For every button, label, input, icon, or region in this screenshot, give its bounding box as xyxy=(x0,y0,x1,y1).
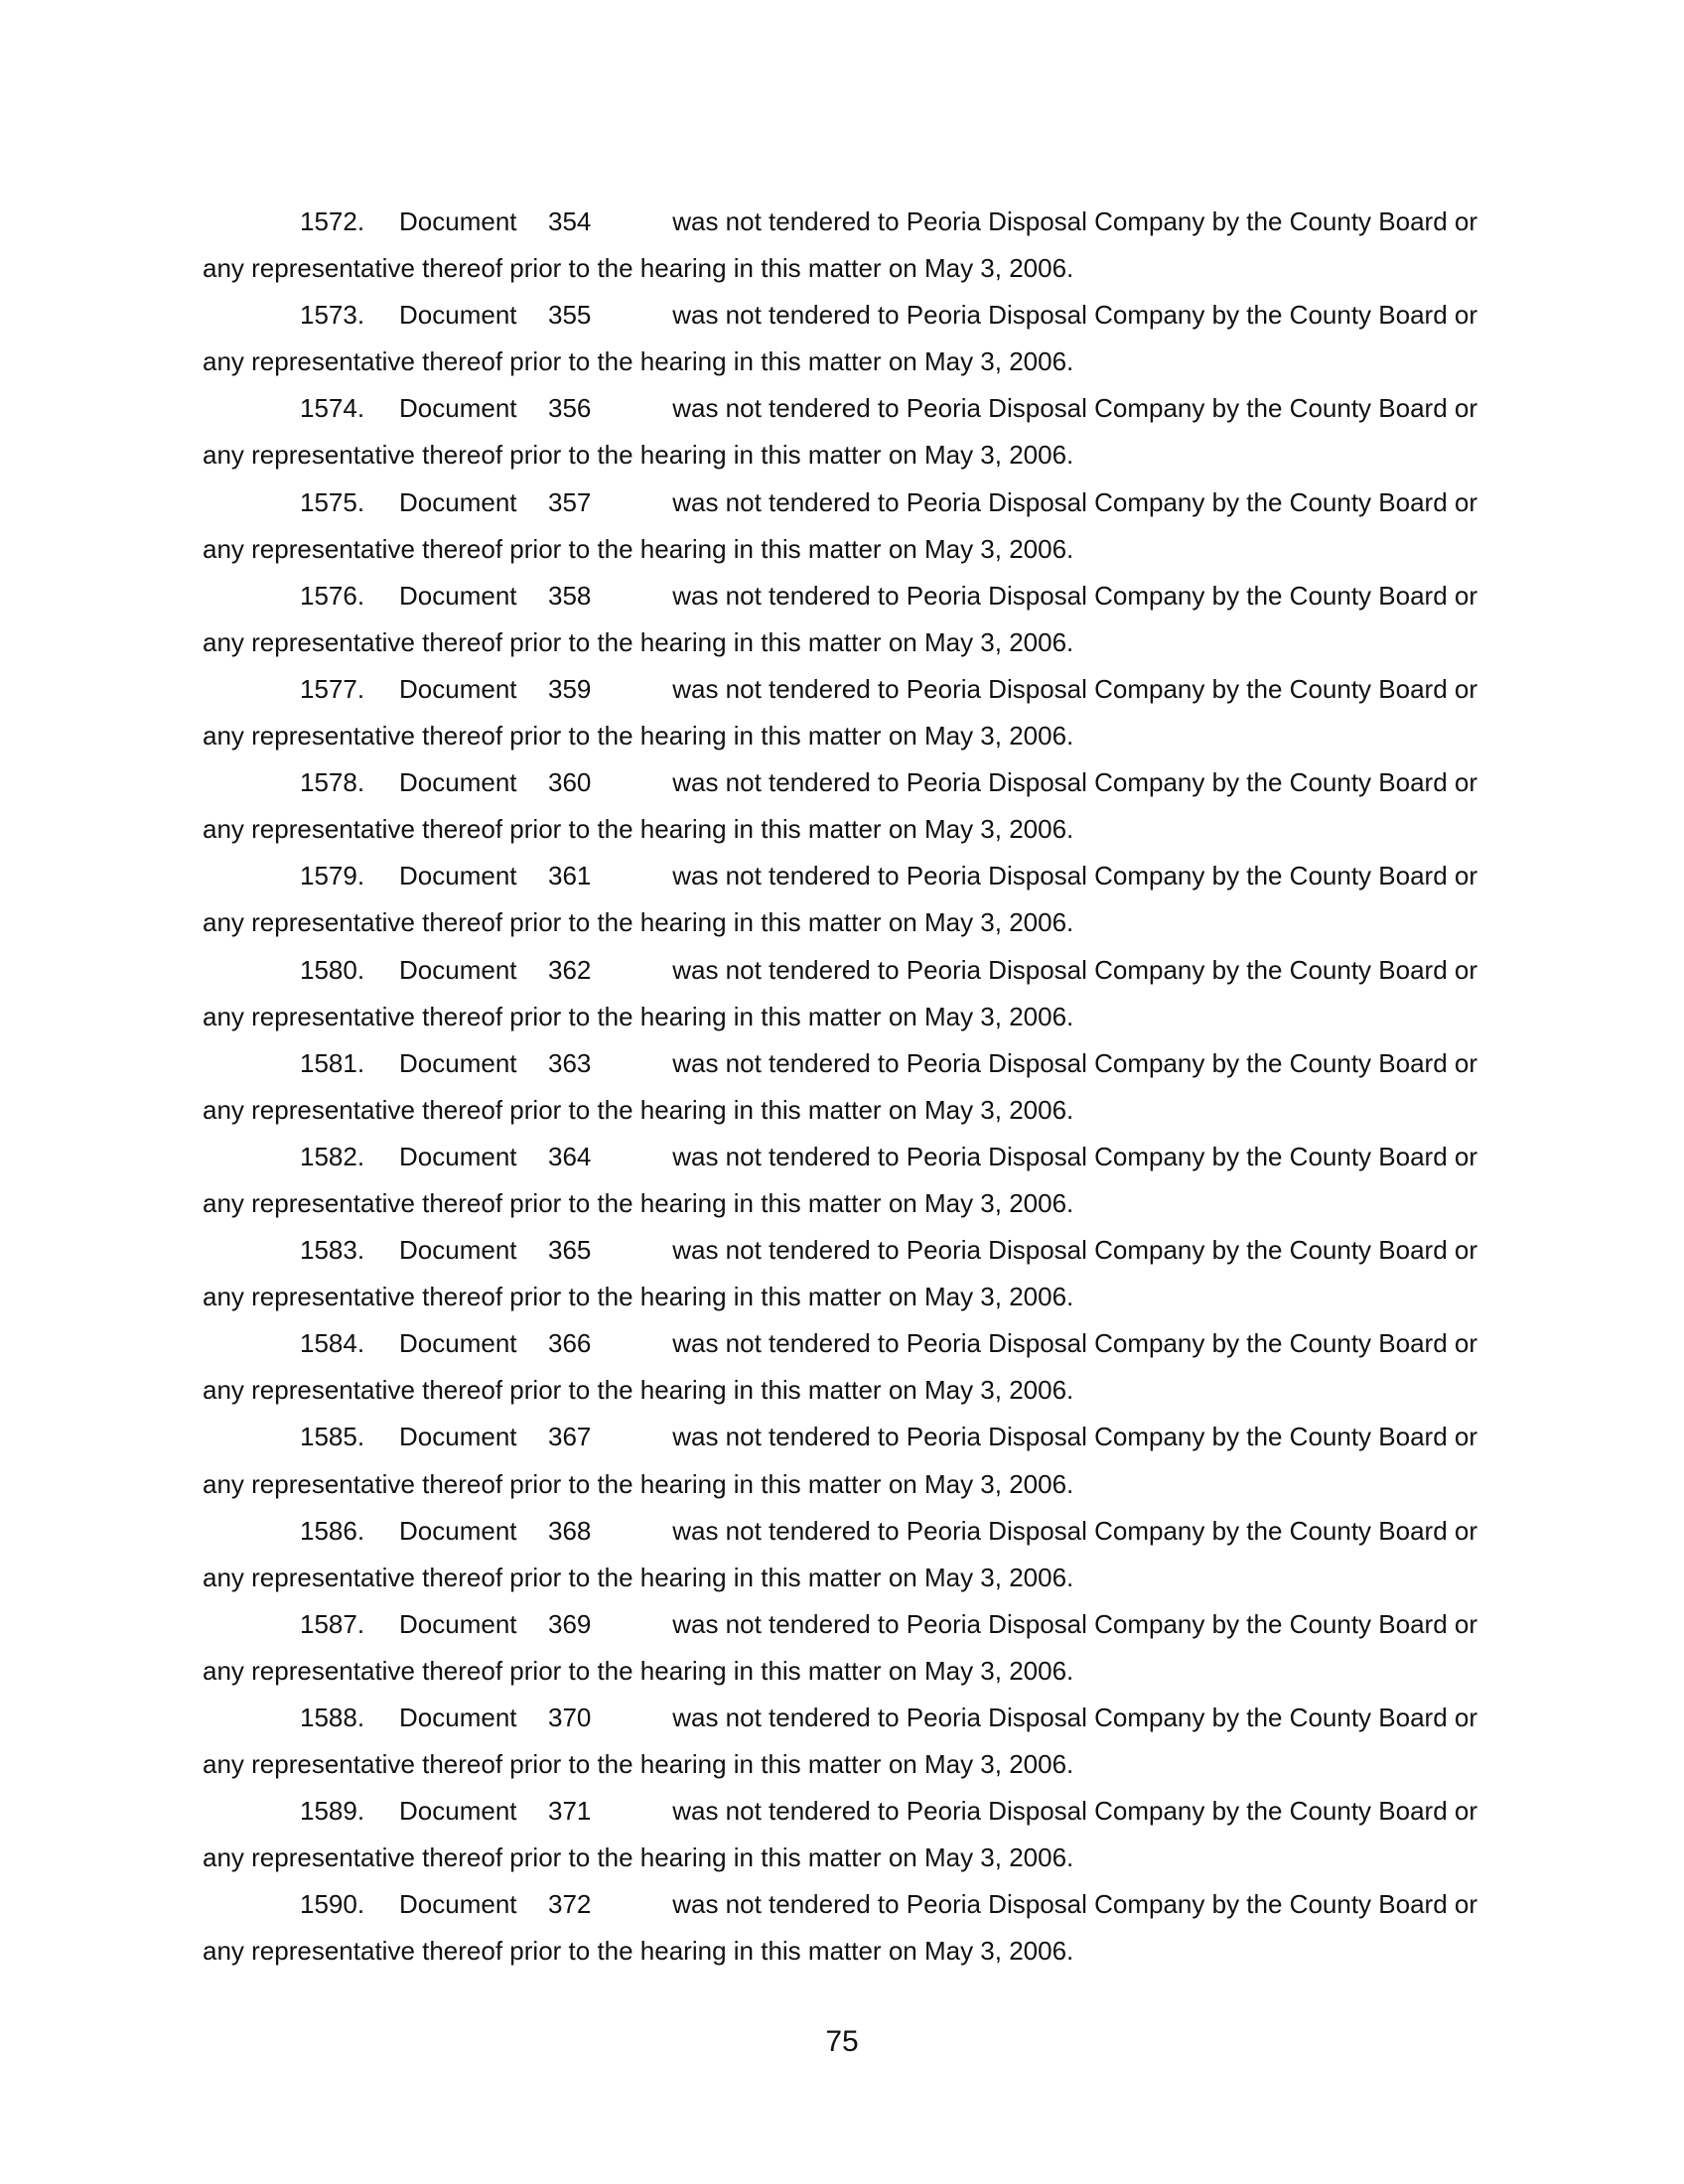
document-word: Document xyxy=(399,1889,517,1920)
numbered-paragraph xyxy=(203,385,1477,478)
numbered-paragraph xyxy=(203,1508,1477,1601)
paragraph-number: 1587. xyxy=(300,1608,365,1639)
paragraph-lead xyxy=(300,292,604,339)
paragraph-text: was not tendered to Peoria Disposal Company by the County Board or xyxy=(672,1047,1477,1078)
paragraph-continuation: any representative thereof prior to the hearing in this matter on May 3, 2006. xyxy=(203,253,1074,284)
paragraph-first-line xyxy=(203,1788,1477,1835)
paragraph-lead xyxy=(300,1040,604,1087)
paragraph-continuation: any representative thereof prior to the hearing in this matter on May 3, 2006. xyxy=(203,1094,1074,1125)
paragraph-number: 1572. xyxy=(300,206,365,236)
paragraph-number: 1585. xyxy=(300,1422,365,1452)
paragraph-text: was not tendered to Peoria Disposal Company by the County Board or xyxy=(672,1235,1477,1266)
paragraph-text: was not tendered to Peoria Disposal Company by the County Board or xyxy=(672,1703,1477,1732)
paragraph-text: was not tendered to Peoria Disposal Company by the County Board or xyxy=(672,1141,1477,1171)
paragraph-lead xyxy=(300,479,604,526)
paragraph-first-line xyxy=(203,199,1477,245)
paragraph-first-line xyxy=(203,1040,1477,1087)
numbered-paragraph xyxy=(203,853,1477,946)
paragraph-first-line xyxy=(203,1320,1477,1367)
numbered-paragraph xyxy=(203,1414,1477,1507)
paragraph-text: was not tendered to Peoria Disposal Company by the County Board or xyxy=(672,393,1477,424)
numbered-paragraph xyxy=(203,1695,1477,1788)
paragraph-lead xyxy=(300,1788,604,1835)
paragraph-lead xyxy=(300,1414,604,1460)
document-number: 358 xyxy=(548,580,592,611)
document-number: 369 xyxy=(548,1608,592,1639)
paragraph-lead xyxy=(300,385,604,432)
paragraph-continuation: any representative thereof prior to the hearing in this matter on May 3, 2006. xyxy=(203,1655,1074,1686)
document-word: Document xyxy=(399,1608,517,1639)
paragraph-continuation: any representative thereof prior to the hearing in this matter on May 3, 2006. xyxy=(203,440,1074,471)
paragraph-lead xyxy=(300,853,604,899)
paragraph-continuation: any representative thereof prior to the hearing in this matter on May 3, 2006. xyxy=(203,346,1074,377)
numbered-paragraph xyxy=(203,573,1477,666)
document-word: Document xyxy=(399,1703,517,1732)
paragraph-continuation: any representative thereof prior to the hearing in this matter on May 3, 2006. xyxy=(203,1749,1074,1780)
paragraph-continuation: any representative thereof prior to the hearing in this matter on May 3, 2006. xyxy=(203,533,1074,564)
paragraph-text: was not tendered to Peoria Disposal Company by the County Board or xyxy=(672,767,1477,798)
paragraph-first-line xyxy=(203,1414,1477,1460)
document-word: Document xyxy=(399,1141,517,1171)
paragraph-lead xyxy=(300,666,604,713)
paragraph-continuation: any representative thereof prior to the hearing in this matter on May 3, 2006. xyxy=(203,814,1074,845)
numbered-paragraph xyxy=(203,479,1477,573)
document-number: 365 xyxy=(548,1235,592,1266)
numbered-paragraph xyxy=(203,759,1477,853)
paragraph-text: was not tendered to Peoria Disposal Company by the County Board or xyxy=(672,861,1477,891)
document-number: 368 xyxy=(548,1515,592,1546)
paragraph-number: 1576. xyxy=(300,580,365,611)
paragraph-first-line xyxy=(203,1227,1477,1274)
document-word: Document xyxy=(399,393,517,424)
paragraph-lead xyxy=(300,759,604,806)
document-number: 362 xyxy=(548,954,592,985)
document-word: Document xyxy=(399,1047,517,1078)
paragraph-text: was not tendered to Peoria Disposal Company by the County Board or xyxy=(672,206,1477,236)
document-number: 357 xyxy=(548,486,592,517)
document-word: Document xyxy=(399,767,517,798)
numbered-paragraph xyxy=(203,666,1477,759)
document-number: 354 xyxy=(548,206,592,236)
document-word: Document xyxy=(399,300,517,331)
paragraph-number: 1575. xyxy=(300,486,365,517)
numbered-paragraph xyxy=(203,1040,1477,1134)
paragraph-lead xyxy=(300,1695,604,1741)
paragraph-number: 1584. xyxy=(300,1328,365,1359)
numbered-paragraph xyxy=(203,1601,1477,1695)
paragraph-text: was not tendered to Peoria Disposal Company by the County Board or xyxy=(672,1608,1477,1639)
paragraph-number: 1589. xyxy=(300,1796,365,1827)
paragraph-continuation: any representative thereof prior to the hearing in this matter on May 3, 2006. xyxy=(203,1468,1074,1499)
paragraph-continuation: any representative thereof prior to the hearing in this matter on May 3, 2006. xyxy=(203,626,1074,657)
paragraph-number: 1582. xyxy=(300,1141,365,1171)
paragraph-lead xyxy=(300,1320,604,1367)
paragraph-text: was not tendered to Peoria Disposal Company by the County Board or xyxy=(672,1796,1477,1827)
paragraph-text: was not tendered to Peoria Disposal Company by the County Board or xyxy=(672,486,1477,517)
paragraph-number: 1588. xyxy=(300,1703,365,1732)
document-word: Document xyxy=(399,1422,517,1452)
paragraph-text: was not tendered to Peoria Disposal Company by the County Board or xyxy=(672,1422,1477,1452)
paragraph-continuation: any representative thereof prior to the hearing in this matter on May 3, 2006. xyxy=(203,907,1074,938)
paragraph-number: 1573. xyxy=(300,300,365,331)
paragraph-lead xyxy=(300,1508,604,1555)
paragraph-number: 1583. xyxy=(300,1235,365,1266)
document-number: 367 xyxy=(548,1422,592,1452)
document-number: 372 xyxy=(548,1889,592,1920)
paragraph-lead xyxy=(300,1134,604,1180)
numbered-paragraph xyxy=(203,1134,1477,1227)
paragraph-lead xyxy=(300,573,604,619)
numbered-paragraph xyxy=(203,1881,1477,1975)
document-word: Document xyxy=(399,580,517,611)
document-word: Document xyxy=(399,954,517,985)
paragraph-first-line xyxy=(203,1881,1477,1928)
paragraph-continuation: any representative thereof prior to the hearing in this matter on May 3, 2006. xyxy=(203,1843,1074,1873)
numbered-paragraph xyxy=(203,1788,1477,1881)
paragraph-lead xyxy=(300,1601,604,1648)
paragraph-continuation: any representative thereof prior to the hearing in this matter on May 3, 2006. xyxy=(203,1282,1074,1312)
paragraph-number: 1586. xyxy=(300,1515,365,1546)
document-word: Document xyxy=(399,1235,517,1266)
numbered-paragraph xyxy=(203,1320,1477,1414)
document-number: 359 xyxy=(548,673,592,704)
document-number: 364 xyxy=(548,1141,592,1171)
numbered-paragraph xyxy=(203,1227,1477,1320)
document-number: 366 xyxy=(548,1328,592,1359)
paragraph-lead xyxy=(300,1881,604,1928)
paragraph-first-line xyxy=(203,1695,1477,1741)
paragraph-text: was not tendered to Peoria Disposal Company by the County Board or xyxy=(672,673,1477,704)
paragraph-first-line xyxy=(203,479,1477,526)
paragraph-continuation: any representative thereof prior to the hearing in this matter on May 3, 2006. xyxy=(203,1936,1074,1967)
paragraph-lead xyxy=(300,199,604,245)
paragraph-first-line xyxy=(203,666,1477,713)
paragraph-list xyxy=(203,199,1477,1976)
document-word: Document xyxy=(399,1515,517,1546)
paragraph-continuation: any representative thereof prior to the hearing in this matter on May 3, 2006. xyxy=(203,1187,1074,1218)
numbered-paragraph xyxy=(203,292,1477,385)
paragraph-text: was not tendered to Peoria Disposal Company by the County Board or xyxy=(672,1515,1477,1546)
paragraph-continuation: any representative thereof prior to the hearing in this matter on May 3, 2006. xyxy=(203,1375,1074,1406)
document-word: Document xyxy=(399,486,517,517)
document-number: 361 xyxy=(548,861,592,891)
paragraph-first-line xyxy=(203,1134,1477,1180)
paragraph-first-line xyxy=(203,759,1477,806)
paragraph-number: 1577. xyxy=(300,673,365,704)
document-word: Document xyxy=(399,1328,517,1359)
paragraph-text: was not tendered to Peoria Disposal Company by the County Board or xyxy=(672,300,1477,331)
paragraph-number: 1578. xyxy=(300,767,365,798)
paragraph-text: was not tendered to Peoria Disposal Company by the County Board or xyxy=(672,954,1477,985)
document-number: 370 xyxy=(548,1703,592,1732)
document-number: 363 xyxy=(548,1047,592,1078)
document-word: Document xyxy=(399,673,517,704)
paragraph-first-line xyxy=(203,1601,1477,1648)
document-number: 355 xyxy=(548,300,592,331)
document-number: 371 xyxy=(548,1796,592,1827)
paragraph-number: 1574. xyxy=(300,393,365,424)
paragraph-first-line xyxy=(203,853,1477,899)
document-word: Document xyxy=(399,206,517,236)
paragraph-first-line xyxy=(203,385,1477,432)
paragraph-continuation: any representative thereof prior to the hearing in this matter on May 3, 2006. xyxy=(203,1001,1074,1031)
page-number: 75 xyxy=(825,2025,859,2058)
numbered-paragraph xyxy=(203,199,1477,292)
paragraph-text: was not tendered to Peoria Disposal Company by the County Board or xyxy=(672,580,1477,611)
paragraph-first-line xyxy=(203,1508,1477,1555)
paragraph-first-line xyxy=(203,573,1477,619)
document-word: Document xyxy=(399,861,517,891)
paragraph-first-line xyxy=(203,292,1477,339)
paragraph-continuation: any representative thereof prior to the hearing in this matter on May 3, 2006. xyxy=(203,1562,1074,1592)
paragraph-number: 1579. xyxy=(300,861,365,891)
paragraph-number: 1580. xyxy=(300,954,365,985)
paragraph-lead xyxy=(300,947,604,994)
paragraph-number: 1581. xyxy=(300,1047,365,1078)
paragraph-text: was not tendered to Peoria Disposal Company by the County Board or xyxy=(672,1328,1477,1359)
paragraph-continuation: any representative thereof prior to the hearing in this matter on May 3, 2006. xyxy=(203,721,1074,751)
document-word: Document xyxy=(399,1796,517,1827)
numbered-paragraph xyxy=(203,947,1477,1040)
paragraph-text: was not tendered to Peoria Disposal Company by the County Board or xyxy=(672,1889,1477,1920)
paragraph-first-line xyxy=(203,947,1477,994)
document-number: 356 xyxy=(548,393,592,424)
document-number: 360 xyxy=(548,767,592,798)
paragraph-lead xyxy=(300,1227,604,1274)
paragraph-number: 1590. xyxy=(300,1889,365,1920)
